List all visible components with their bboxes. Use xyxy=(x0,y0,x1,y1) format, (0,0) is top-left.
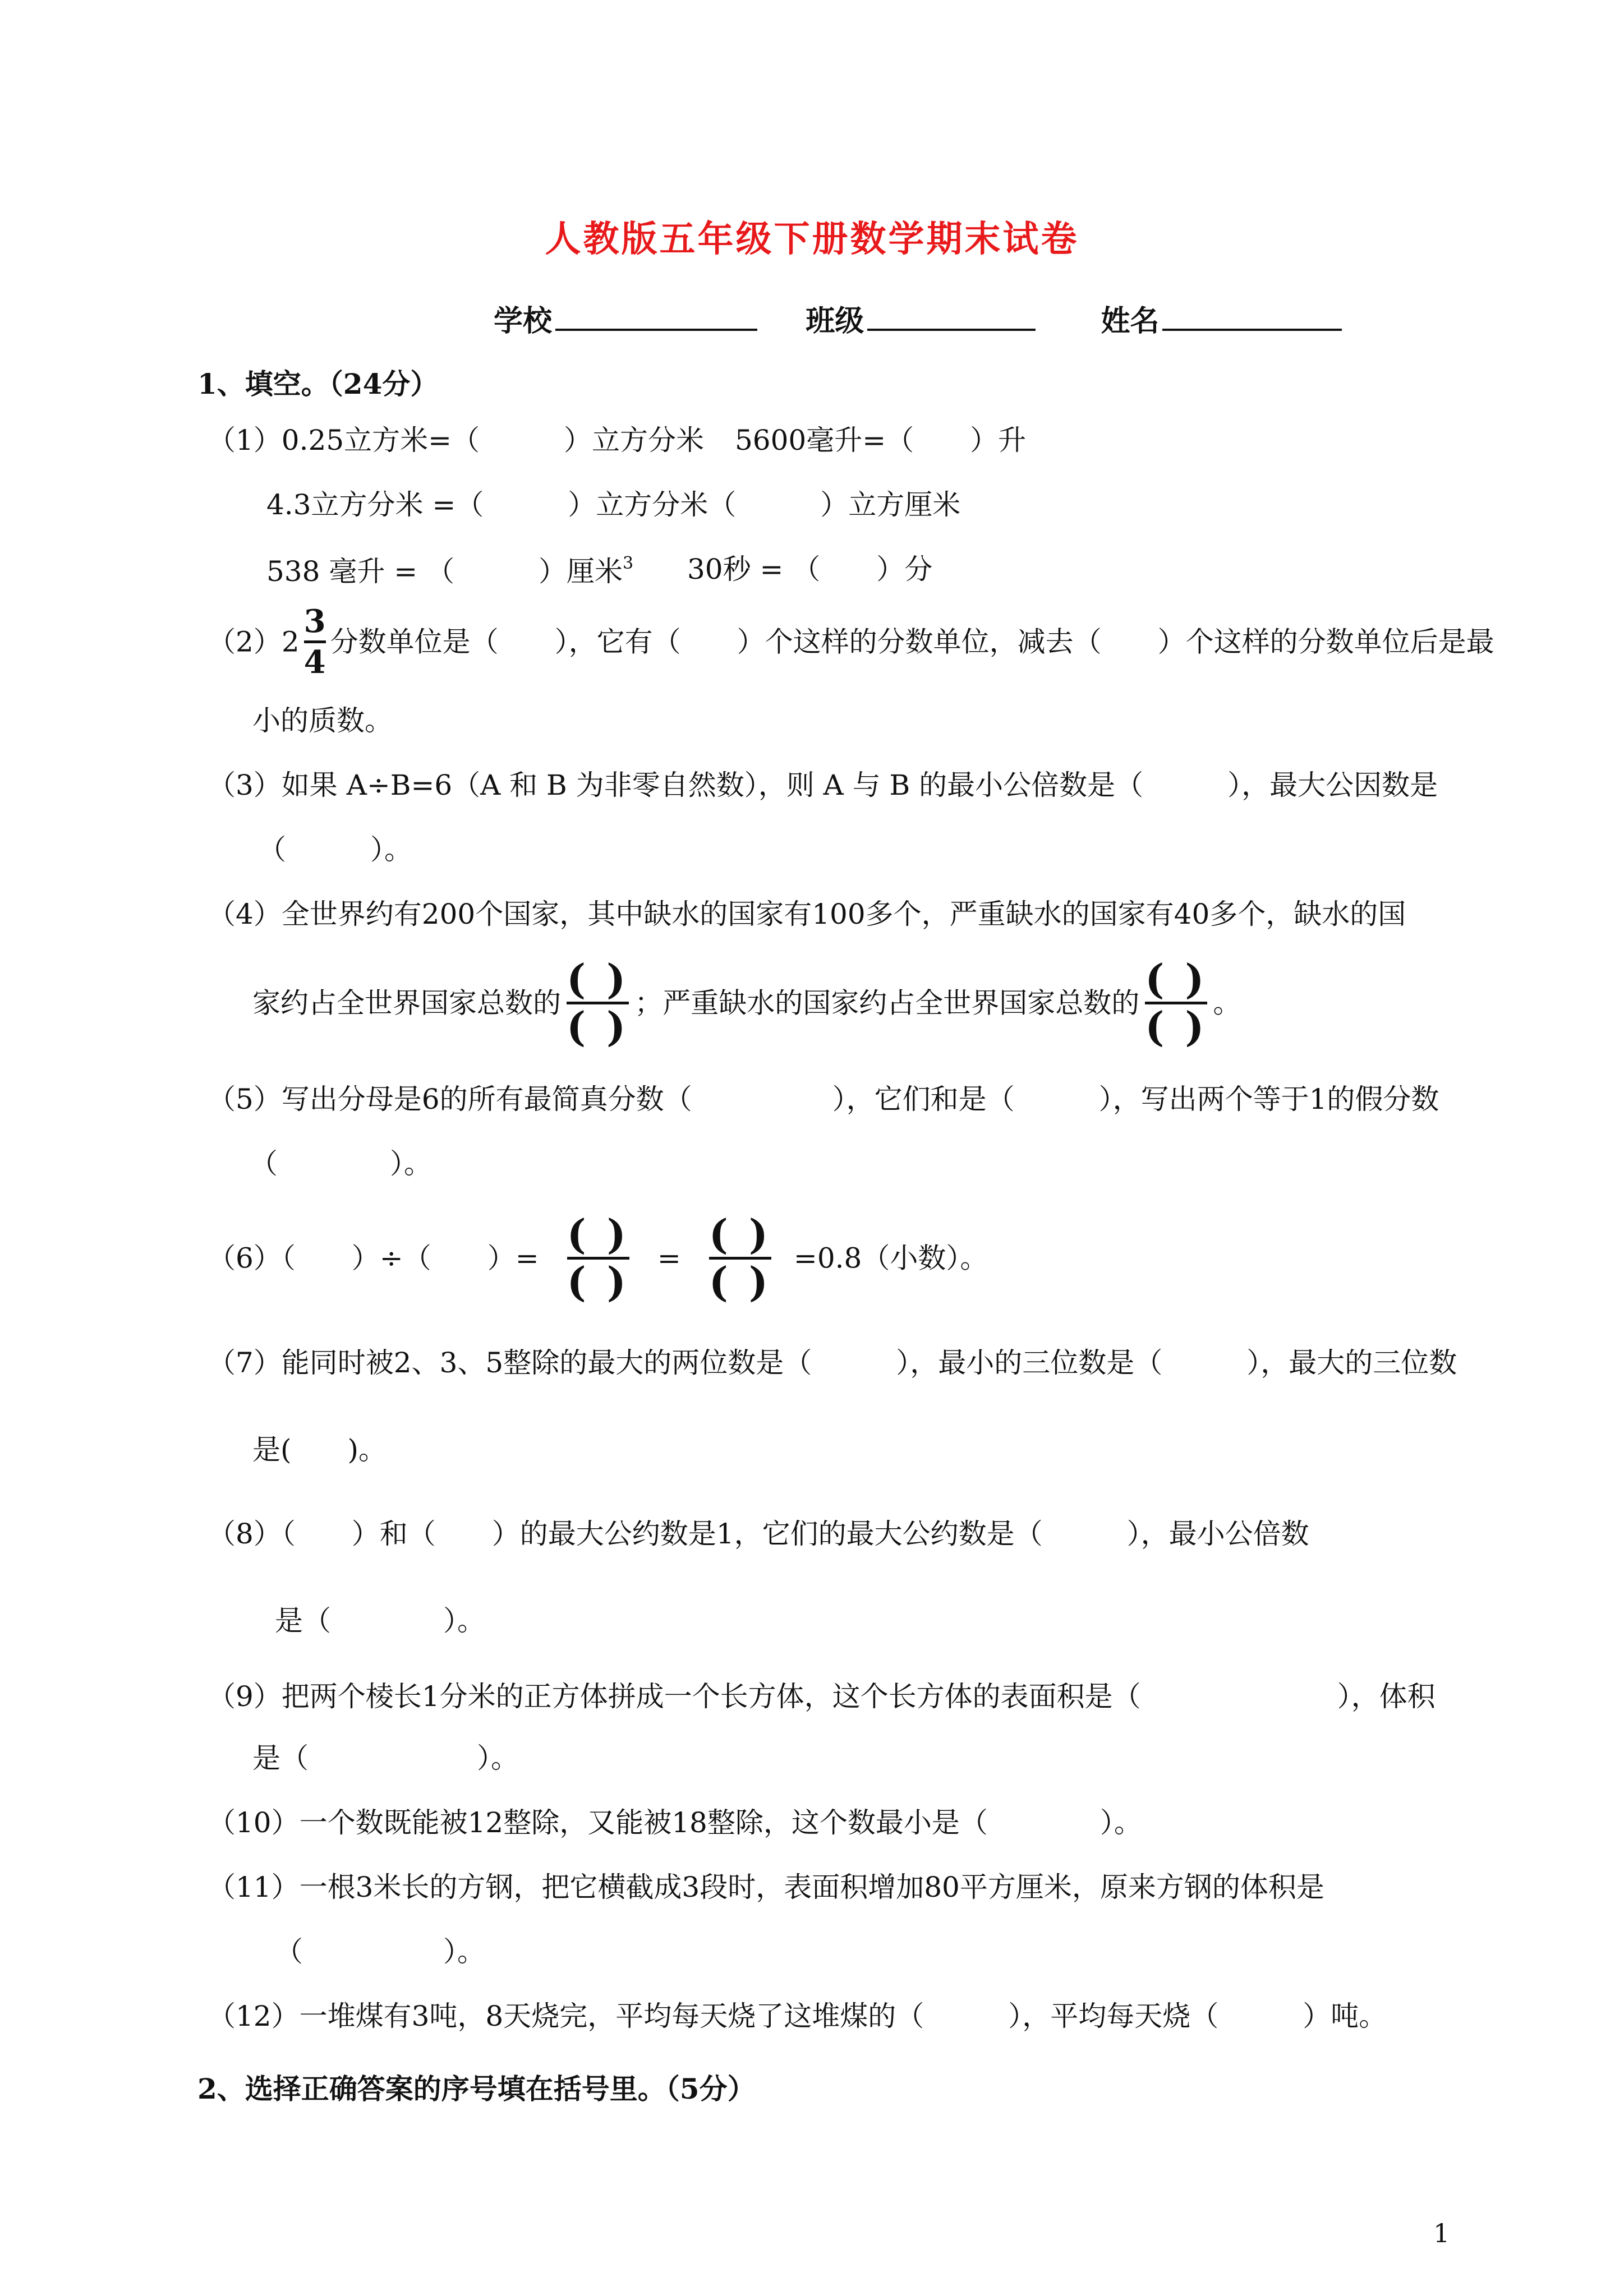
q1-line2: 4.3立方分米 =（ ）立方分米（ ）立方厘米 xyxy=(266,488,961,521)
name-label: 姓名 xyxy=(1101,304,1160,338)
q2-whole: 2 xyxy=(281,625,300,658)
q4-fraction-blank-1[interactable] xyxy=(567,955,629,1050)
q3-line2: （ ）。 xyxy=(258,833,412,866)
q2-prefix: （2） xyxy=(208,625,282,658)
q4-text-b: ；严重缺水的国家约占全世界国家总数的 xyxy=(634,986,1140,1020)
q6-text-c: =0.8（小数）。 xyxy=(793,1242,988,1275)
class-label: 班级 xyxy=(806,304,864,338)
q11-line1: （11）一根3米长的方钢，把它横截成3段时，表面积增加80平方厘米，原来方钢的体积是 xyxy=(208,1871,1324,1903)
q2-numerator: 3 xyxy=(303,603,326,640)
q7-line2: 是( )。 xyxy=(252,1433,387,1466)
q1-line1-a: （1）0.25立方米=（ ）立方分米 xyxy=(208,424,705,457)
q4-line2 xyxy=(252,955,1241,1050)
q4-line1: （4）全世界约有200个国家，其中缺水的国家有100多个，严重缺水的国家有40多个，缺水的国 xyxy=(208,898,1406,930)
q6-text-a: （6）（ ）÷（ ）= xyxy=(208,1242,539,1275)
q6-frac1-den: ( ) xyxy=(567,1258,629,1306)
q6-frac2-num: ( ) xyxy=(709,1210,771,1258)
q9-line1: （9）把两个棱长1分米的正方体拼成一个长方体，这个长方体的表面积是（ ），体积 xyxy=(208,1680,1436,1713)
section-1-heading: 1、填空。（24分） xyxy=(197,367,439,400)
q6-fraction-blank-2[interactable] xyxy=(709,1210,771,1306)
q4-frac2-num: ( ) xyxy=(1145,955,1208,1003)
q6-line xyxy=(208,1210,988,1306)
q1-line3-a-text: 538 毫升 = （ ）厘米 xyxy=(266,555,623,588)
q11-line2: （ ）。 xyxy=(275,1935,485,1968)
q9-line2: 是（ ）。 xyxy=(252,1742,519,1774)
q2-denominator: 4 xyxy=(304,640,326,678)
q4-frac2-den: ( ) xyxy=(1145,1003,1208,1050)
q4-frac1-den: ( ) xyxy=(567,1003,629,1050)
q8-line1: （8）（ ）和（ ）的最大公约数是1，它们的最大公约数是（ ），最小公倍数 xyxy=(208,1518,1309,1550)
q4-fraction-blank-2[interactable] xyxy=(1145,955,1208,1050)
school-label: 学校 xyxy=(494,304,553,338)
q4-frac1-num: ( ) xyxy=(567,955,629,1003)
q4-text-a: 家约占全世界国家总数的 xyxy=(252,986,561,1020)
q1-line3-sup: 3 xyxy=(623,554,634,573)
q2-mixed-number xyxy=(281,603,330,681)
q2-fraction xyxy=(303,603,326,681)
q1-line3-b: 30秒 = （ ）分 xyxy=(687,553,933,585)
q3-line1: （3）如果 A÷B=6（A 和 B 为非零自然数），则 A 与 B 的最小公倍数是（ ），最大公因数是 xyxy=(208,769,1438,801)
q2-line1 xyxy=(208,603,1494,681)
q2-line2: 小的质数。 xyxy=(252,704,393,737)
q5-line1: （5）写出分母是6的所有最简真分数（ ），它们和是（ ），写出两个等于1的假分数 xyxy=(208,1083,1439,1115)
section-2-heading: 2、选择正确答案的序号填在括号里。（5分） xyxy=(197,2072,756,2105)
page-number: 1 xyxy=(1433,2218,1450,2248)
q6-fraction-blank-1[interactable] xyxy=(567,1210,629,1306)
q1-line3-a xyxy=(266,554,634,588)
name-blank[interactable] xyxy=(1162,299,1342,331)
q7-line1: （7）能同时被2、3、5整除的最大的两位数是（ ），最小的三位数是（ ），最大的三位数 xyxy=(208,1347,1457,1379)
student-info-row xyxy=(494,297,1342,339)
q6-frac2-den: ( ) xyxy=(709,1258,771,1306)
school-blank[interactable] xyxy=(555,299,757,331)
q4-text-c: 。 xyxy=(1213,986,1241,1020)
q6-frac1-num: ( ) xyxy=(567,1210,629,1258)
q5-line2: （ ）。 xyxy=(250,1147,432,1180)
class-blank[interactable] xyxy=(867,299,1036,331)
q6-equals: = xyxy=(657,1242,681,1275)
q10-line: （10）一个数既能被12整除，又能被18整除，这个数最小是（ ）。 xyxy=(208,1806,1142,1839)
page-title: 人教版五年级下册数学期末试卷 xyxy=(545,218,1079,260)
q1-line1-b: 5600毫升=（ ）升 xyxy=(735,424,1027,457)
q8-line2: 是（ ）。 xyxy=(275,1605,485,1637)
q12-line: （12）一堆煤有3吨，8天烧完，平均每天烧了这堆煤的（ ），平均每天烧（ ）吨。 xyxy=(208,2000,1387,2032)
q2-rest: 分数单位是（ ），它有（ ）个这样的分数单位，减去（ ）个这样的分数单位后是最 xyxy=(330,625,1494,658)
